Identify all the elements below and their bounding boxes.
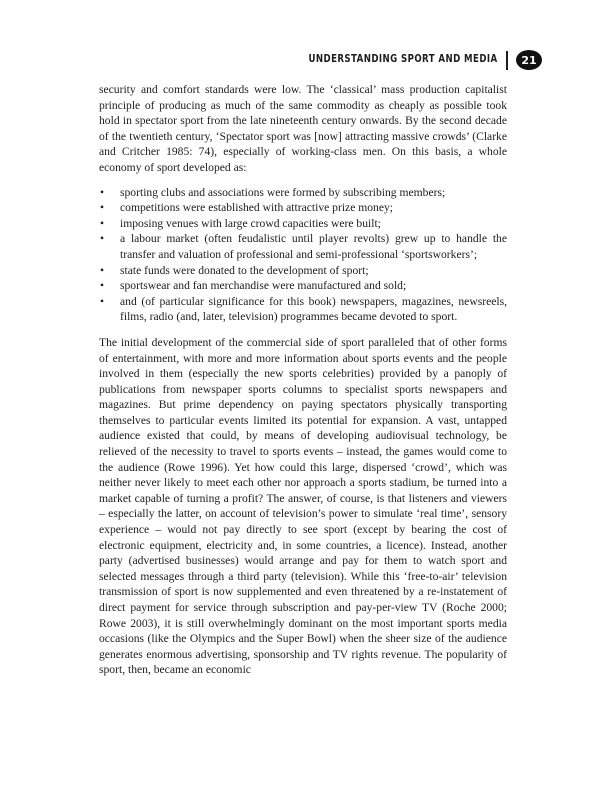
body-paragraph: The initial development of the commercial side of sport paralleled that of other forms of entertainment, with more and more information about sports events and the people involved in them (especially the new sports celebrities) provided by a panoply of publications from newspaper sports columns to specialist sports newspapers and magazines. But prime dependency on paying spectators physically transporting themselves to particular events limited its potential for expansion. A vast, untapped audience existed that could, by means of developing audiovisual technology, be relieved of the necessity to travel to sports events – instead, the games would come to the audience (Rowe 1996). Yet how could this large, dispersed ‘crowd’, which was neither never likely to meet each other nor approach a sports stadium, be turned into a market capable of turning a profit? The answer, of course, is that listeners and viewers – especially the latter, on account of television’s power to simulate ‘real time’, sensory experience – would not pay directly to see sport (except by bearing the cost of electronic equipment, electricity and, in some countries, a licence). Instead, another party (advertised businesses) would arrange and pay for them to watch sport and selected messages through a third party (television). While this ‘free-to-air’ television transmission of sport is now supplemented and even threatened by a re-instatement of direct payment for service through subscription and pay-per-view TV (Roche 2000; Rowe 2003), it is still overwhelmingly dominant on the most important sports media occasions (like the Olympics and the Super Bowl) when the sheer size of the audience generates enormous advertising, sponsorship and TV rights revenue. The popularity of sport, then, became an economic (99, 335, 507, 677)
intro-paragraph: security and comfort standards were low. The ‘classical’ mass production capitalist principle of producing as much of the same commodity as cheaply as possible took hold in spectator sport from the late nineteenth century onwards. By the second decade of the twentieth century, ‘Spectator sport was [now] attracting massive crowds’ (Clarke and Critcher 1985: 74), especially of working-class men. On this basis, a whole economy of sport developed as: (99, 83, 507, 174)
running-header-title: UNDERSTANDING SPORT AND MEDIA (308, 53, 498, 65)
page-number-badge: 21 (516, 50, 542, 70)
bullet-item: • competitions were established with attractive prize money; (99, 200, 507, 216)
bullet-list (99, 185, 507, 325)
bullet-item: • sporting clubs and associations were formed by subscribing members; (99, 185, 507, 201)
bullet-item: • and (of particular significance for this book) newspapers, magazines, newsreels, films, radio (and, later, television) programmes became devoted to sport. (99, 294, 507, 325)
bullet-item: • a labour market (often feudalistic until player revolts) grew up to handle the transfer and valuation of professional and semi-professional ‘sportsworkers’; (99, 231, 507, 262)
bullet-item: • sportswear and fan merchandise were manufactured and sold; (99, 278, 507, 294)
bullet-item: • state funds were donated to the development of sport; (99, 263, 507, 279)
header-divider (506, 51, 508, 70)
bullet-item: • imposing venues with large crowd capacities were built; (99, 216, 507, 232)
running-header (99, 50, 542, 72)
body-text (99, 82, 507, 678)
